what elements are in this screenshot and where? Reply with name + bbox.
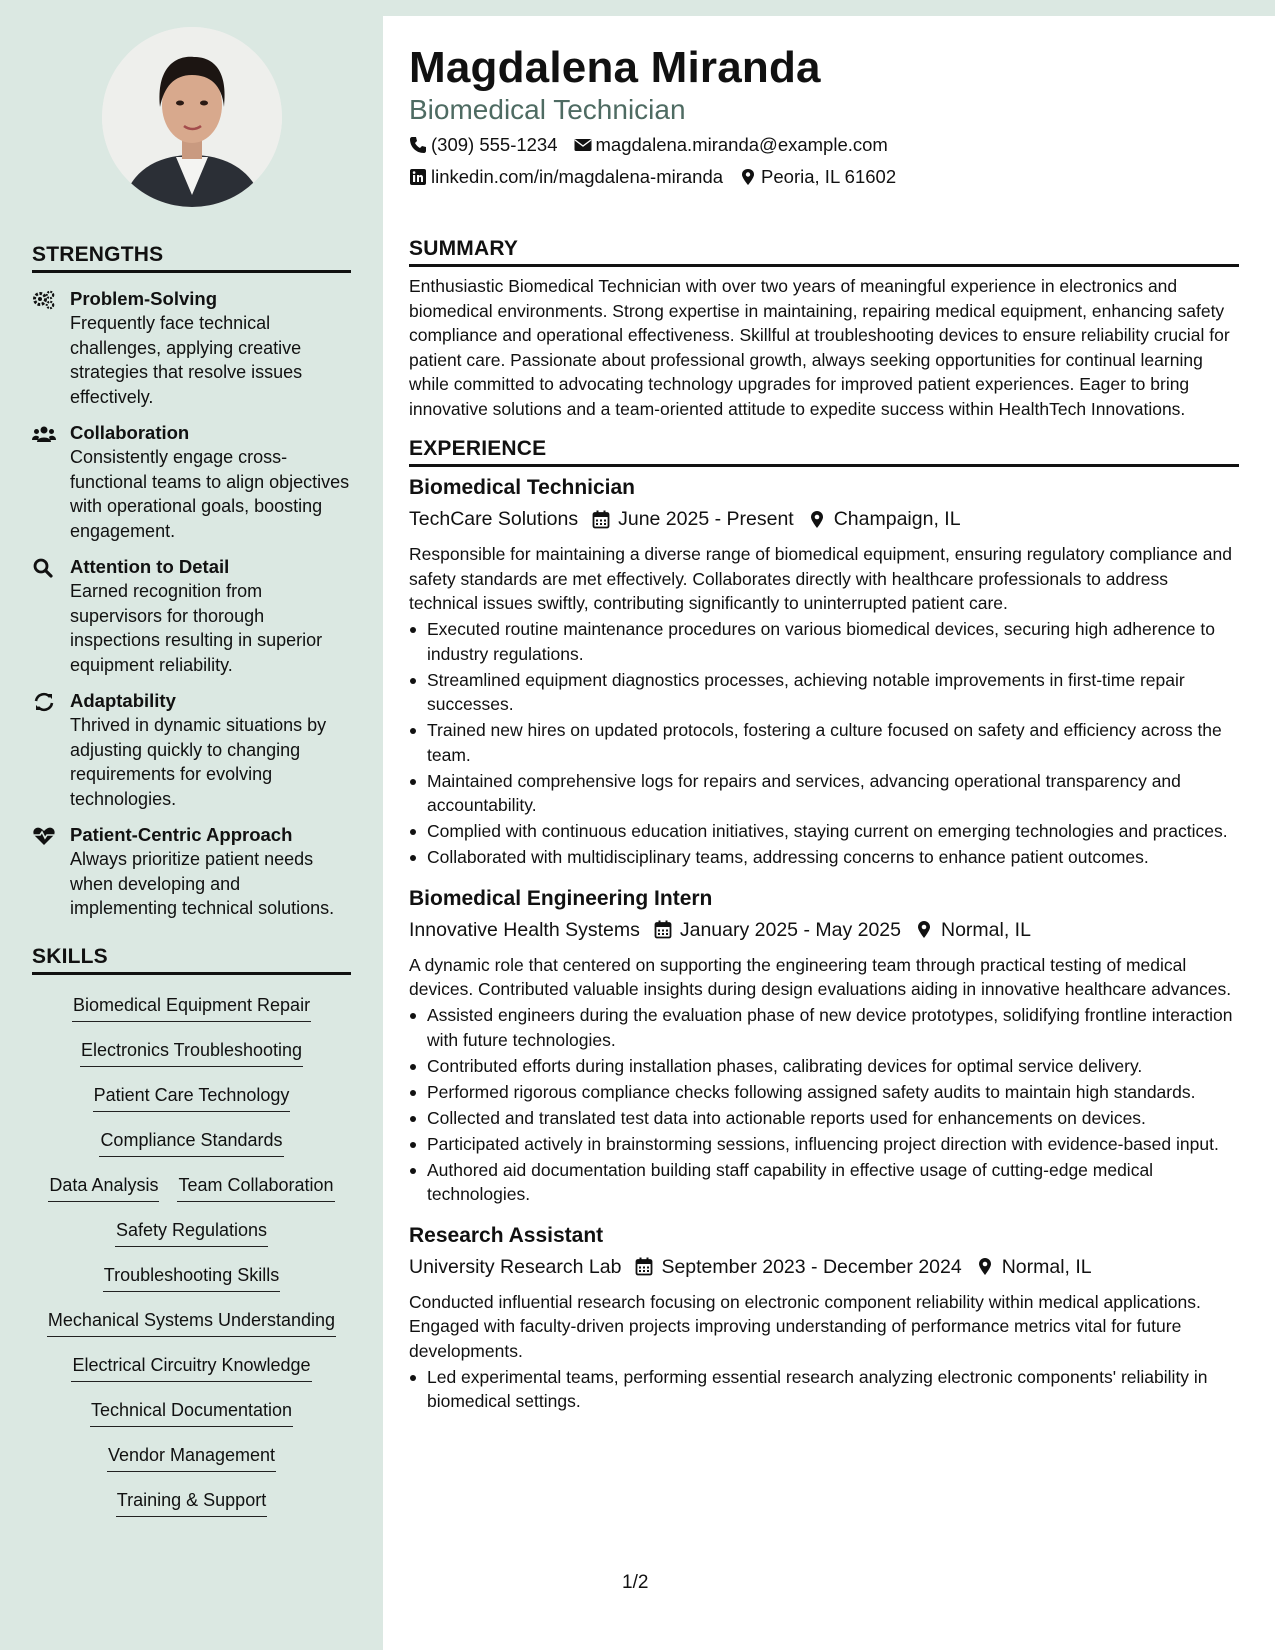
strength-item (32, 555, 352, 677)
job-bullets (409, 1365, 1239, 1414)
strength-title: Collaboration (70, 422, 190, 443)
strength-item (32, 823, 352, 921)
strength-item (32, 689, 352, 811)
job-dates (592, 504, 794, 534)
strength-title: Adaptability (70, 690, 176, 711)
skill-tag: Team Collaboration (177, 1173, 334, 1202)
job-location (915, 915, 1031, 945)
map-pin-icon (976, 1257, 994, 1276)
bullet-item: Trained new hires on updated protocols, fostering a culture focused on safety and efficiency across the team. (409, 718, 1239, 767)
job-bullets (409, 1003, 1239, 1207)
bullet-item: Performed rigorous compliance checks following assigned safety audits to maintain high standards. (409, 1080, 1239, 1105)
linkedin-icon (409, 168, 427, 186)
skill-tag: Vendor Management (107, 1443, 276, 1472)
job-title-headline: Biomedical Technician (409, 94, 686, 125)
skill-tag: Troubleshooting Skills (103, 1263, 280, 1292)
resume-header (409, 42, 1239, 190)
skills-heading: SKILLS (32, 945, 351, 975)
skills-list (32, 993, 351, 1533)
strengths-section (32, 243, 352, 921)
job-dates (635, 1252, 961, 1282)
job-location (808, 504, 961, 534)
job-description: A dynamic role that centered on supporting the engineering team through practical testing of medical devices. Contributed valuable insights during design evaluations aiding in innovative healthcare advances. (409, 954, 1232, 999)
gears-icon (32, 287, 70, 409)
bullet-item: Participated actively in brainstorming sessions, influencing project direction with evidence-based input. (409, 1132, 1239, 1157)
contact-row (409, 164, 1239, 190)
candidate-name: Magdalena Miranda (409, 43, 821, 92)
job-entry (409, 1221, 1239, 1414)
strength-title: Problem-Solving (70, 288, 217, 309)
job-location (976, 1252, 1092, 1282)
bullet-item: Collaborated with multidisciplinary teams, addressing concerns to enhance patient outcomes. (409, 845, 1239, 870)
sync-icon (32, 689, 70, 811)
strength-title: Attention to Detail (70, 556, 230, 577)
job-entry (409, 884, 1239, 1207)
avatar (102, 27, 282, 207)
search-icon (32, 555, 70, 677)
date-range: September 2023 - December 2024 (661, 1255, 962, 1278)
location-text: Champaign, IL (833, 508, 961, 530)
main-content (383, 16, 1275, 1650)
calendar-icon (635, 1257, 653, 1276)
job-description: Responsible for maintaining a diverse range of biomedical equipment, ensuring regulatory compliance and safety standards are met effectively. Collaborates directly with healthcare professionals to address technical issues swiftly, contributing significantly to uninterrupted patient care. (409, 544, 1232, 613)
skill-tag: Technical Documentation (90, 1398, 293, 1427)
strength-description: Consistently engage cross-functional teams to align objectives with operational goals, boosting engagement. (70, 447, 350, 541)
sidebar (0, 0, 383, 1650)
summary-heading: SUMMARY (409, 237, 1239, 267)
skill-tag: Training & Support (116, 1488, 267, 1517)
page-number: 1/2 (622, 1572, 649, 1593)
strength-item (32, 421, 352, 543)
skills-section (32, 945, 352, 1533)
bullet-item: Led experimental teams, performing essential research analyzing electronic components' reliability in biomedical settings. (409, 1365, 1239, 1414)
summary-section (409, 237, 1239, 421)
bullet-item: Complied with continuous education initiatives, staying current on emerging technologies and practices. (409, 819, 1239, 844)
strength-description: Frequently face technical challenges, applying creative strategies that resolve issues effectively. (70, 313, 303, 407)
skill-tag: Biomedical Equipment Repair (72, 993, 311, 1022)
experience-heading: EXPERIENCE (409, 437, 1239, 467)
bullet-item: Collected and translated test data into actionable reports used for enhancements on devices. (409, 1106, 1239, 1131)
job-meta (409, 504, 1239, 534)
job-dates (654, 915, 901, 945)
location-text: Normal, IL (1001, 1255, 1092, 1278)
company-name: TechCare Solutions (409, 508, 579, 530)
job-entry (409, 473, 1239, 870)
date-range: June 2025 - Present (618, 508, 794, 530)
company-name: University Research Lab (409, 1255, 622, 1278)
skill-tag: Mechanical Systems Understanding (47, 1308, 336, 1337)
location-text: Normal, IL (941, 918, 1031, 941)
bullet-item: Contributed efforts during installation phases, calibrating devices for optimal service delivery. (409, 1054, 1239, 1079)
strength-description: Earned recognition from supervisors for thorough inspections resulting in superior equipment reliability. (70, 581, 323, 675)
email-address: magdalena.miranda@example.com (595, 134, 888, 155)
envelope-icon (574, 136, 592, 154)
map-pin-icon (915, 920, 933, 939)
bullet-item: Executed routine maintenance procedures on various biomedical devices, securing high adherence to industry regulations. (409, 617, 1239, 666)
linkedin-contact[interactable] (409, 166, 723, 188)
phone-number: (309) 555-1234 (431, 134, 558, 155)
job-meta (409, 1252, 1239, 1282)
email-contact[interactable] (574, 134, 888, 156)
summary-text: Enthusiastic Biomedical Technician with over two years of meaningful experience in electronics and biomedical environments. Strong expertise in maintaining, repairing medical equipment, enhancing safety compliance and operational effectiveness. Skillful at troubleshooting devices to ensure reliability crucial for patient care. Passionate about professional growth, always seeking opportunities for continual learning while committed to advocating technology upgrades for improved patient experiences. Eager to bring innovative solutions and a team-oriented attitude to expedite success within HealthTech Innovations. (409, 276, 1230, 419)
job-description: Conducted influential research focusing on electronic component reliability within medical applications. Engaged with faculty-driven projects improving understanding of performance metrics vital for future developments. (409, 1291, 1201, 1361)
strength-description: Always prioritize patient needs when developing and implementing technical solutions. (70, 849, 335, 918)
bullet-item: Assisted engineers during the evaluation phase of new device prototypes, solidifying frontline interaction with future technologies. (409, 1003, 1239, 1052)
skill-tag: Safety Regulations (115, 1218, 268, 1247)
heartbeat-icon (32, 823, 70, 921)
skill-tag: Patient Care Technology (93, 1083, 291, 1112)
skill-tag: Electronics Troubleshooting (80, 1038, 303, 1067)
bullet-item: Maintained comprehensive logs for repairs and services, advancing operational transparency and accountability. (409, 769, 1239, 818)
job-title: Biomedical Technician (409, 476, 636, 499)
phone-contact[interactable] (409, 134, 558, 156)
bullet-item: Streamlined equipment diagnostics processes, achieving notable improvements in first-time repair successes. (409, 668, 1239, 717)
skill-tag: Data Analysis (48, 1173, 159, 1202)
profile-photo (102, 27, 282, 207)
strength-item (32, 287, 352, 409)
location-contact (739, 166, 896, 188)
bullet-item: Authored aid documentation building staff capability in effective usage of cutting-edge medical technologies. (409, 1158, 1239, 1207)
job-bullets (409, 617, 1239, 870)
map-pin-icon (739, 168, 757, 186)
company-name: Innovative Health Systems (409, 918, 640, 941)
location-text: Peoria, IL 61602 (761, 166, 897, 187)
strength-description: Thrived in dynamic situations by adjusting quickly to changing requirements for evolving technologies. (70, 715, 327, 809)
linkedin-url: linkedin.com/in/magdalena-miranda (431, 166, 724, 187)
date-range: January 2025 - May 2025 (679, 918, 901, 941)
calendar-icon (654, 920, 672, 939)
strengths-heading: STRENGTHS (32, 243, 351, 273)
strength-title: Patient-Centric Approach (70, 824, 293, 845)
skill-tag: Electrical Circuitry Knowledge (71, 1353, 311, 1382)
map-pin-icon (808, 510, 826, 529)
calendar-icon (592, 510, 610, 529)
experience-section (409, 437, 1239, 1414)
job-title: Research Assistant (409, 1223, 604, 1247)
job-meta (409, 915, 1239, 945)
contact-row (409, 132, 1239, 158)
skill-tag: Compliance Standards (99, 1128, 283, 1157)
users-icon (32, 421, 70, 543)
phone-icon (409, 136, 427, 154)
job-title: Biomedical Engineering Intern (409, 886, 713, 910)
